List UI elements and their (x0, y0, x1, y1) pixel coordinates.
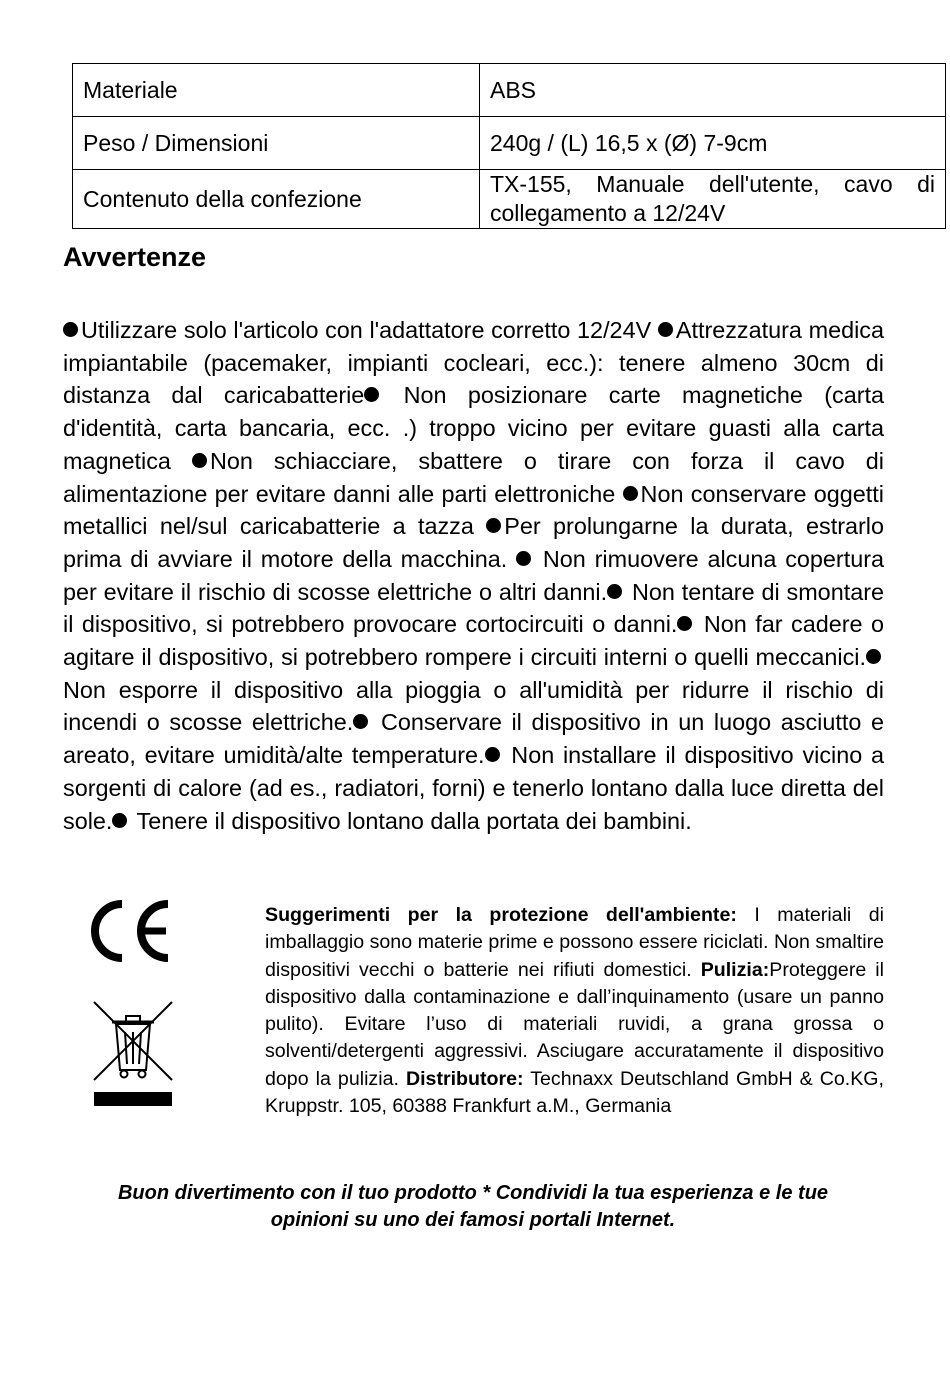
spec-value: 240g / (L) 16,5 x (Ø) 7-9cm (480, 117, 946, 170)
footer-line-2: opinioni su uno dei famosi portali Internet. (270, 1209, 676, 1231)
bullet-icon (623, 486, 638, 501)
bullet-icon (658, 322, 673, 337)
warning-item: Conservare il dispositivo in un luogo asciutto e areato, evitare umidità/alte temperature. (63, 709, 885, 769)
warning-item: Non posizionare carte magnetiche (carta d'identità, carta bancaria, ecc. .) troppo vicino per evitare guasti alla carta magnetica (63, 382, 885, 474)
bullet-icon (63, 322, 78, 337)
footer-message (40, 1180, 906, 1234)
bullet-icon (607, 584, 622, 599)
spec-value: ABS (480, 64, 946, 117)
environment-text (265, 902, 884, 1120)
warning-item: Non schiacciare, sbattere o tirare con forza il cavo di alimentazione per evitare danni alle parti elettroniche (63, 447, 884, 507)
bullet-icon (677, 616, 692, 631)
bullet-icon (192, 453, 207, 468)
spec-value: TX-155, Manuale dell'utente, cavo di collegamento a 12/24V (480, 170, 946, 229)
bullet-icon (516, 551, 531, 566)
bullet-icon (866, 649, 881, 664)
warning-item: Non installare il dispositivo vicino a sorgenti di calore (ad es., radiatori, forni) e tenerlo lontano dalla luce diretta del sole. (63, 742, 885, 834)
warning-item: Non tentare di smontare il dispositivo, si potrebbero provocare cortocircuiti o danni. (63, 578, 885, 638)
warning-item: Non esporre il dispositivo alla pioggia o all'umidità per ridurre il rischio di incendi o scosse elettriche. (63, 676, 884, 736)
bullet-icon (112, 813, 127, 828)
cleaning-text: Proteggere il dispositivo dalla contaminazione e dall’inquinamento (usare un panno pulito). Evitare l’uso di materiali ruvidi, a grana grossa o solventi/detergenti aggressivi. Asciugare accuratamente il dispositivo dopo la pulizia. (265, 958, 884, 1090)
spec-table (72, 63, 946, 229)
spec-label: Contenuto della confezione (73, 170, 480, 229)
env-text: I materiali di imballaggio sono materie prime e possono essere riciclati. Non smaltire dispositivi vecchi o batterie nei rifiuti domestici. (265, 904, 884, 981)
warning-item: Utilizzare solo l'articolo con l'adattatore corretto 12/24V (81, 317, 652, 343)
warning-item: Non conservare oggetti metallici nel/sul caricabatterie a tazza (63, 480, 884, 540)
warning-item: Tenere il dispositivo lontano dalla portata dei bambini. (136, 807, 692, 834)
ce-mark-icon (84, 898, 174, 964)
spec-label: Materiale (73, 64, 480, 117)
warning-item: Non rimuovere alcuna copertura per evitare il rischio di scosse elettriche o altri danni. (63, 545, 885, 605)
spec-row-weight-dimensions (73, 117, 946, 170)
warning-item: Attrezzatura medica impiantabile (pacemaker, impianti cocleari, ecc.): tenere almeno 30cm di distanza dal caricabatterie (63, 317, 884, 409)
bullet-icon (353, 714, 368, 729)
bullet-icon (364, 387, 379, 402)
cleaning-label: Pulizia: (700, 958, 770, 981)
warning-item: Per prolungarne la durata, estrarlo prima di avviare il motore della macchina. (63, 513, 885, 572)
distributor-label: Distributore: (405, 1067, 524, 1090)
spec-label: Peso / Dimensioni (73, 117, 480, 170)
footer-line-1: Buon divertimento con il tuo prodotto * Condividi la tua esperienza e le tue (117, 1182, 829, 1204)
warning-item: Non far cadere o agitare il dispositivo, si potrebbero rompere i circuiti interni o quelli meccanici. (63, 611, 884, 671)
bullet-icon (485, 747, 500, 762)
warnings-heading: Avvertenze (63, 242, 207, 272)
spec-row-package-contents (73, 170, 946, 229)
bullet-icon (486, 518, 501, 533)
warnings-text (63, 314, 884, 837)
env-label: Suggerimenti per la protezione dell'ambiente: (265, 904, 737, 926)
spec-row-material (73, 64, 946, 117)
distributor-text: Technaxx Deutschland GmbH & Co.KG, Kruppstr. 105, 60388 Frankfurt a.M., Germania (265, 1067, 884, 1118)
crossed-out-bin-icon (92, 1000, 174, 1108)
